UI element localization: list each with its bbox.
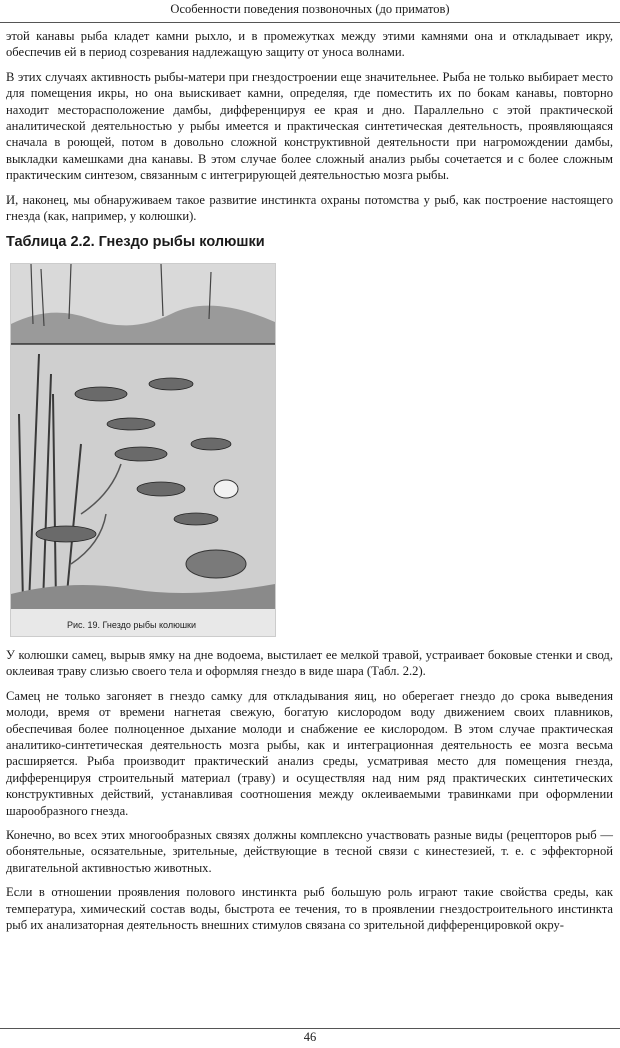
paragraph: этой канавы рыба кладет камни рыхло, и в промежутках между этими камнями она и откладывает икру, обеспечив ей в период созревания надлежащую защиту от уноса волнами.	[6, 29, 613, 60]
paragraph: Если в отношении проявления полового инстинкта рыб большую роль играют такие свойства среды, как температура, химический состав воды, быстрота ее течения, то в проявлении гнездостроительного инстинкта рыб их анализаторная деятельность внешних стимулов связана со зрительной дифференцировкой окру-	[6, 885, 613, 932]
table-title: Таблица 2.2. Гнездо рыбы колюшки	[6, 234, 265, 251]
page-content	[6, 28, 613, 941]
paragraph: Самец не только загоняет в гнездо самку для откладывания яиц, но оберегает гнездо до срока выведения молоди, время от времени нагнетая свежую, богатую кислородом воду движением своих плавников, обеспечивая более полноценное дыхание молоди и снабжение ее кислородом. В этом случае практическая аналитико-синтетическая деятельность мозга рыбы, как и интеграционная деятельность ее мозга весьма расширяется. Рыба производит практический анализ среды, усматривая место для помещения гнезда, дифференцируя строительный материал (траву) и осуществляя над ним ряд практических синтетических конструктивных действий, устанавливая соотношения между оклеиваемыми травинками при оформлении шарообразного гнезда.	[6, 688, 613, 818]
header-title: Особенности поведения позвоночных (до приматов)	[170, 2, 450, 16]
paragraph: У колюшки самец, вырыв ямку на дне водоема, выстилает ее мелкой травой, устраивает боковые стенки и свод, оклеивая траву слизью своего тела и оформляя гнездо в виде шара (Табл. 2.2).	[6, 647, 613, 679]
running-header	[0, 0, 620, 23]
figure-caption: Рис. 19. Гнездо рыбы колюшки	[67, 620, 197, 631]
illustration-drawing	[11, 264, 275, 636]
footer-divider	[0, 1028, 620, 1029]
paragraph: Конечно, во всех этих многообразных связях должны комплексно участвовать разные виды (рецепторов рыб — обонятельные, осязательные, зрительные, действующие в тесной связи с кинестезией, т. е. с эффекторной двигательной активностью животных.	[6, 827, 613, 875]
paragraph: В этих случаях активность рыбы-матери при гнездостроении еще значительнее. Рыба не только выбирает место для помещения икры, но она выискивает камни, определяя, где поместить их по бокам канавы, повторно находит месторасположение дамбы, дифференцируя ее края и дно. Параллельно с этой практической аналитической деятельностью у рыбы имеется и практическая синтетическая деятельность, проявляющаяся сначала в роющей, потом в довольно сложной конструктивной деятельности при нагромождении дамбы, выкладки камешками дна канавы. В этом случае более сложный анализ рыбы сочетается и с более сложным практическим синтезом, связанным с интегрирующей деятельностью мозга рыбы.	[6, 69, 613, 183]
paragraph: И, наконец, мы обнаруживаем такое развитие инстинкта охраны потомства у рыб, как построение настоящего гнезда (как, например, у колюшки).	[6, 192, 613, 224]
page-number: 46	[303, 1030, 317, 1044]
stickleback-nest-illustration	[10, 263, 276, 637]
